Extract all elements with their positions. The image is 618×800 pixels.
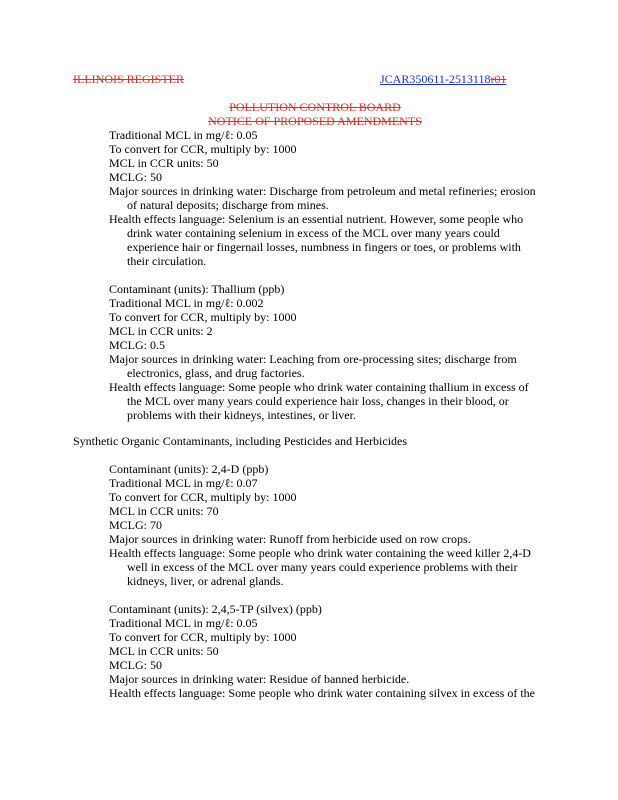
thallium-mclg: MCLG: 0.5	[109, 338, 166, 352]
24d-health-effects-cont-1: well in excess of the MCL over many years could experience problems with their	[127, 560, 518, 574]
selenium-health-effects: Health effects language: Selenium is an essential nutrient. However, some people who	[109, 212, 524, 226]
document-code-main: JCAR350611-2513118	[380, 72, 491, 86]
silvex-health-effects: Health effects language: Some people who drink water containing silvex in excess of the	[109, 686, 535, 700]
silvex-contaminant: Contaminant (units): 2,4,5-TP (silvex) (ppb)	[109, 602, 322, 616]
document-code	[380, 72, 506, 87]
selenium-health-effects-cont-2: experience hair or fingernail losses, numbness in fingers or toes, or problems with	[127, 240, 521, 254]
silvex-major-sources: Major sources in drinking water: Residue of banned herbicide.	[109, 672, 410, 686]
silvex-ccr-multiplier: To convert for CCR, multiply by: 1000	[109, 630, 297, 644]
thallium-health-effects-cont-1: the MCL over many years could experience hair loss, changes in their blood, or	[127, 394, 509, 408]
selenium-mcl-ccr: MCL in CCR units: 50	[109, 156, 219, 170]
section-heading: Synthetic Organic Contaminants, including Pesticides and Herbicides	[73, 434, 408, 448]
thallium-contaminant: Contaminant (units): Thallium (ppb)	[109, 282, 285, 296]
24d-health-effects: Health effects language: Some people who drink water containing the weed killer 2,4-D	[109, 546, 531, 560]
agency-name: POLLUTION CONTROL BOARD	[229, 100, 401, 114]
thallium-ccr-multiplier: To convert for CCR, multiply by: 1000	[109, 310, 297, 324]
selenium-major-sources: Major sources in drinking water: Discharge from petroleum and metal refineries; erosion	[109, 184, 536, 198]
thallium-health-effects-cont-2: problems with their kidneys, intestines, or liver.	[127, 408, 356, 422]
selenium-health-effects-cont-3: their circulation.	[127, 254, 207, 268]
thallium-mcl-ccr: MCL in CCR units: 2	[109, 324, 213, 338]
24d-mcl-ccr: MCL in CCR units: 70	[109, 504, 219, 518]
document-code-revision: r01	[490, 72, 507, 86]
thallium-major-sources-cont: electronics, glass, and drug factories.	[127, 366, 305, 380]
selenium-major-sources-cont: of natural deposits; discharge from mines.	[127, 198, 329, 212]
thallium-traditional-mcl: Traditional MCL in mg/ℓ: 0.002	[109, 296, 264, 310]
selenium-health-effects-cont-1: drink water containing selenium in excess of the MCL over many years could	[127, 226, 500, 240]
silvex-traditional-mcl: Traditional MCL in mg/ℓ: 0.05	[109, 616, 258, 630]
thallium-major-sources: Major sources in drinking water: Leaching from ore-processing sites; discharge from	[109, 352, 517, 366]
silvex-mcl-ccr: MCL in CCR units: 50	[109, 644, 219, 658]
24d-health-effects-cont-2: kidneys, liver, or adrenal glands.	[127, 574, 284, 588]
24d-traditional-mcl: Traditional MCL in mg/ℓ: 0.07	[109, 476, 258, 490]
silvex-mclg: MCLG: 50	[109, 658, 163, 672]
24d-contaminant: Contaminant (units): 2,4-D (ppb)	[109, 462, 269, 476]
24d-major-sources: Major sources in drinking water: Runoff from herbicide used on row crops.	[109, 532, 471, 546]
notice-title: NOTICE OF PROPOSED AMENDMENTS	[208, 114, 422, 128]
24d-ccr-multiplier: To convert for CCR, multiply by: 1000	[109, 490, 297, 504]
selenium-mclg: MCLG: 50	[109, 170, 163, 184]
24d-mclg: MCLG: 70	[109, 518, 163, 532]
selenium-traditional-mcl: Traditional MCL in mg/ℓ: 0.05	[109, 128, 258, 142]
register-title: ILLINOIS REGISTER	[73, 72, 184, 86]
thallium-health-effects: Health effects language: Some people who drink water containing thallium in excess of	[109, 380, 529, 394]
selenium-ccr-multiplier: To convert for CCR, multiply by: 1000	[109, 142, 297, 156]
